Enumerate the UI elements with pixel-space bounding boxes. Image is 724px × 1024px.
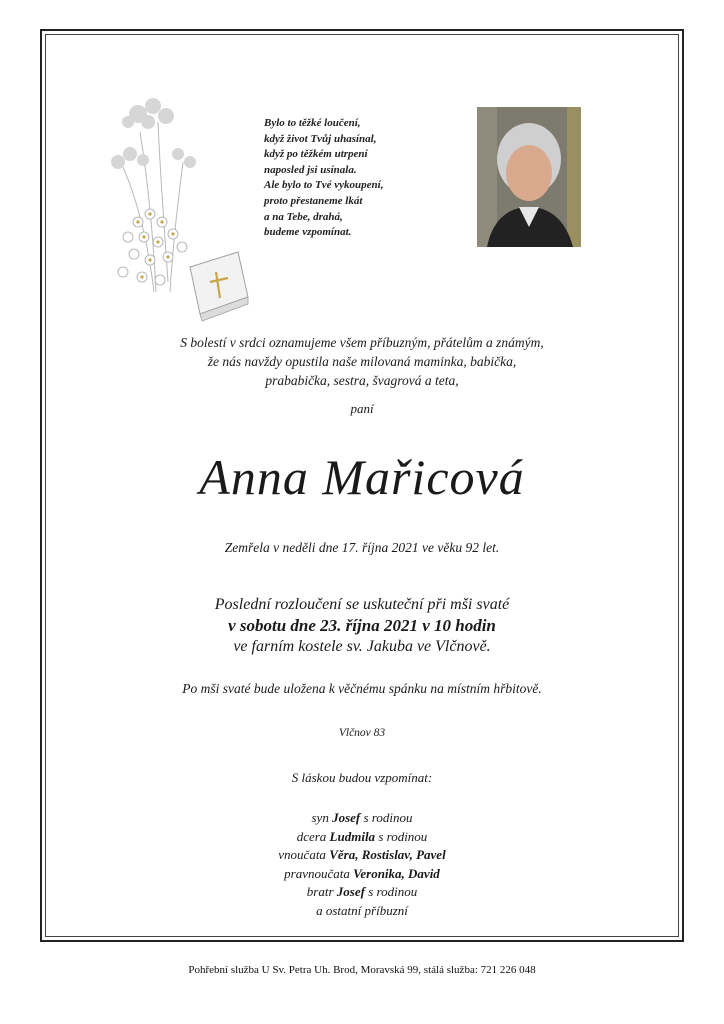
mourner-line: dcera Ludmila s rodinou xyxy=(296,828,428,844)
poem-line: budeme vzpomínat. xyxy=(264,226,352,239)
mourner-line: vnoučata Věra, Rostislav, Pavel xyxy=(278,847,446,862)
farewell-line: Poslední rozloučení se uskuteční při mši svaté xyxy=(214,596,510,613)
death-date: Zemřela v neděli dne 17. října 2021 ve věku 92 let. xyxy=(224,540,500,555)
poem xyxy=(264,116,383,241)
intro-line: že nás navždy opustila naše milovaná maminka, babička, xyxy=(207,354,517,369)
poem-line: Bylo to těžké loučení, xyxy=(264,117,361,129)
mourner-line: a ostatní příbuzní xyxy=(316,902,408,918)
mourner-line: pravnoučata Veronika, David xyxy=(284,865,440,881)
intro-line: prababička, sestra, švagrová a teta, xyxy=(265,373,459,388)
funeral-service-footer: Pohřební služba U Sv. Petra Uh. Brod, Moravská 99, stálá služba: 721 226 048 xyxy=(188,964,536,976)
poem-line: Ale bylo to Tvé vykoupení, xyxy=(264,179,384,192)
intro-line: S bolestí v srdci oznamujeme všem příbuzným, přátelům a známým, xyxy=(180,335,544,350)
mourner-line: bratr Josef s rodinou xyxy=(306,884,418,899)
mourners-list xyxy=(0,809,724,920)
burial-info: Po mši svaté bude uložena k věčnému spánku na místním hřbitově. xyxy=(182,681,542,696)
farewell-info xyxy=(0,594,724,657)
deceased-name: Anna Mařicová xyxy=(199,449,525,505)
title-word: paní xyxy=(350,401,374,416)
announcement-intro xyxy=(0,333,724,390)
poem-line: naposled jsi usínala. xyxy=(264,163,357,176)
portrait-photo xyxy=(477,107,581,247)
poem-line: a na Tebe, drahá, xyxy=(264,210,343,223)
poem-line: když život Tvůj uhasínal, xyxy=(264,132,377,145)
mourner-line: syn Josef s rodinou xyxy=(311,810,413,825)
poem-line: proto přestaneme lkát xyxy=(264,194,363,207)
flower-bible-decoration xyxy=(98,92,258,337)
address: Vlčnov 83 xyxy=(338,727,386,739)
farewell-location: ve farním kostele sv. Jakuba ve Vlčnově. xyxy=(233,638,491,655)
mourners-lead: S láskou budou vzpomínat: xyxy=(291,770,433,785)
poem-line: když po těžkém utrpení xyxy=(264,148,368,161)
farewell-datetime: v sobotu dne 23. října 2021 v 10 hodin xyxy=(228,616,496,635)
